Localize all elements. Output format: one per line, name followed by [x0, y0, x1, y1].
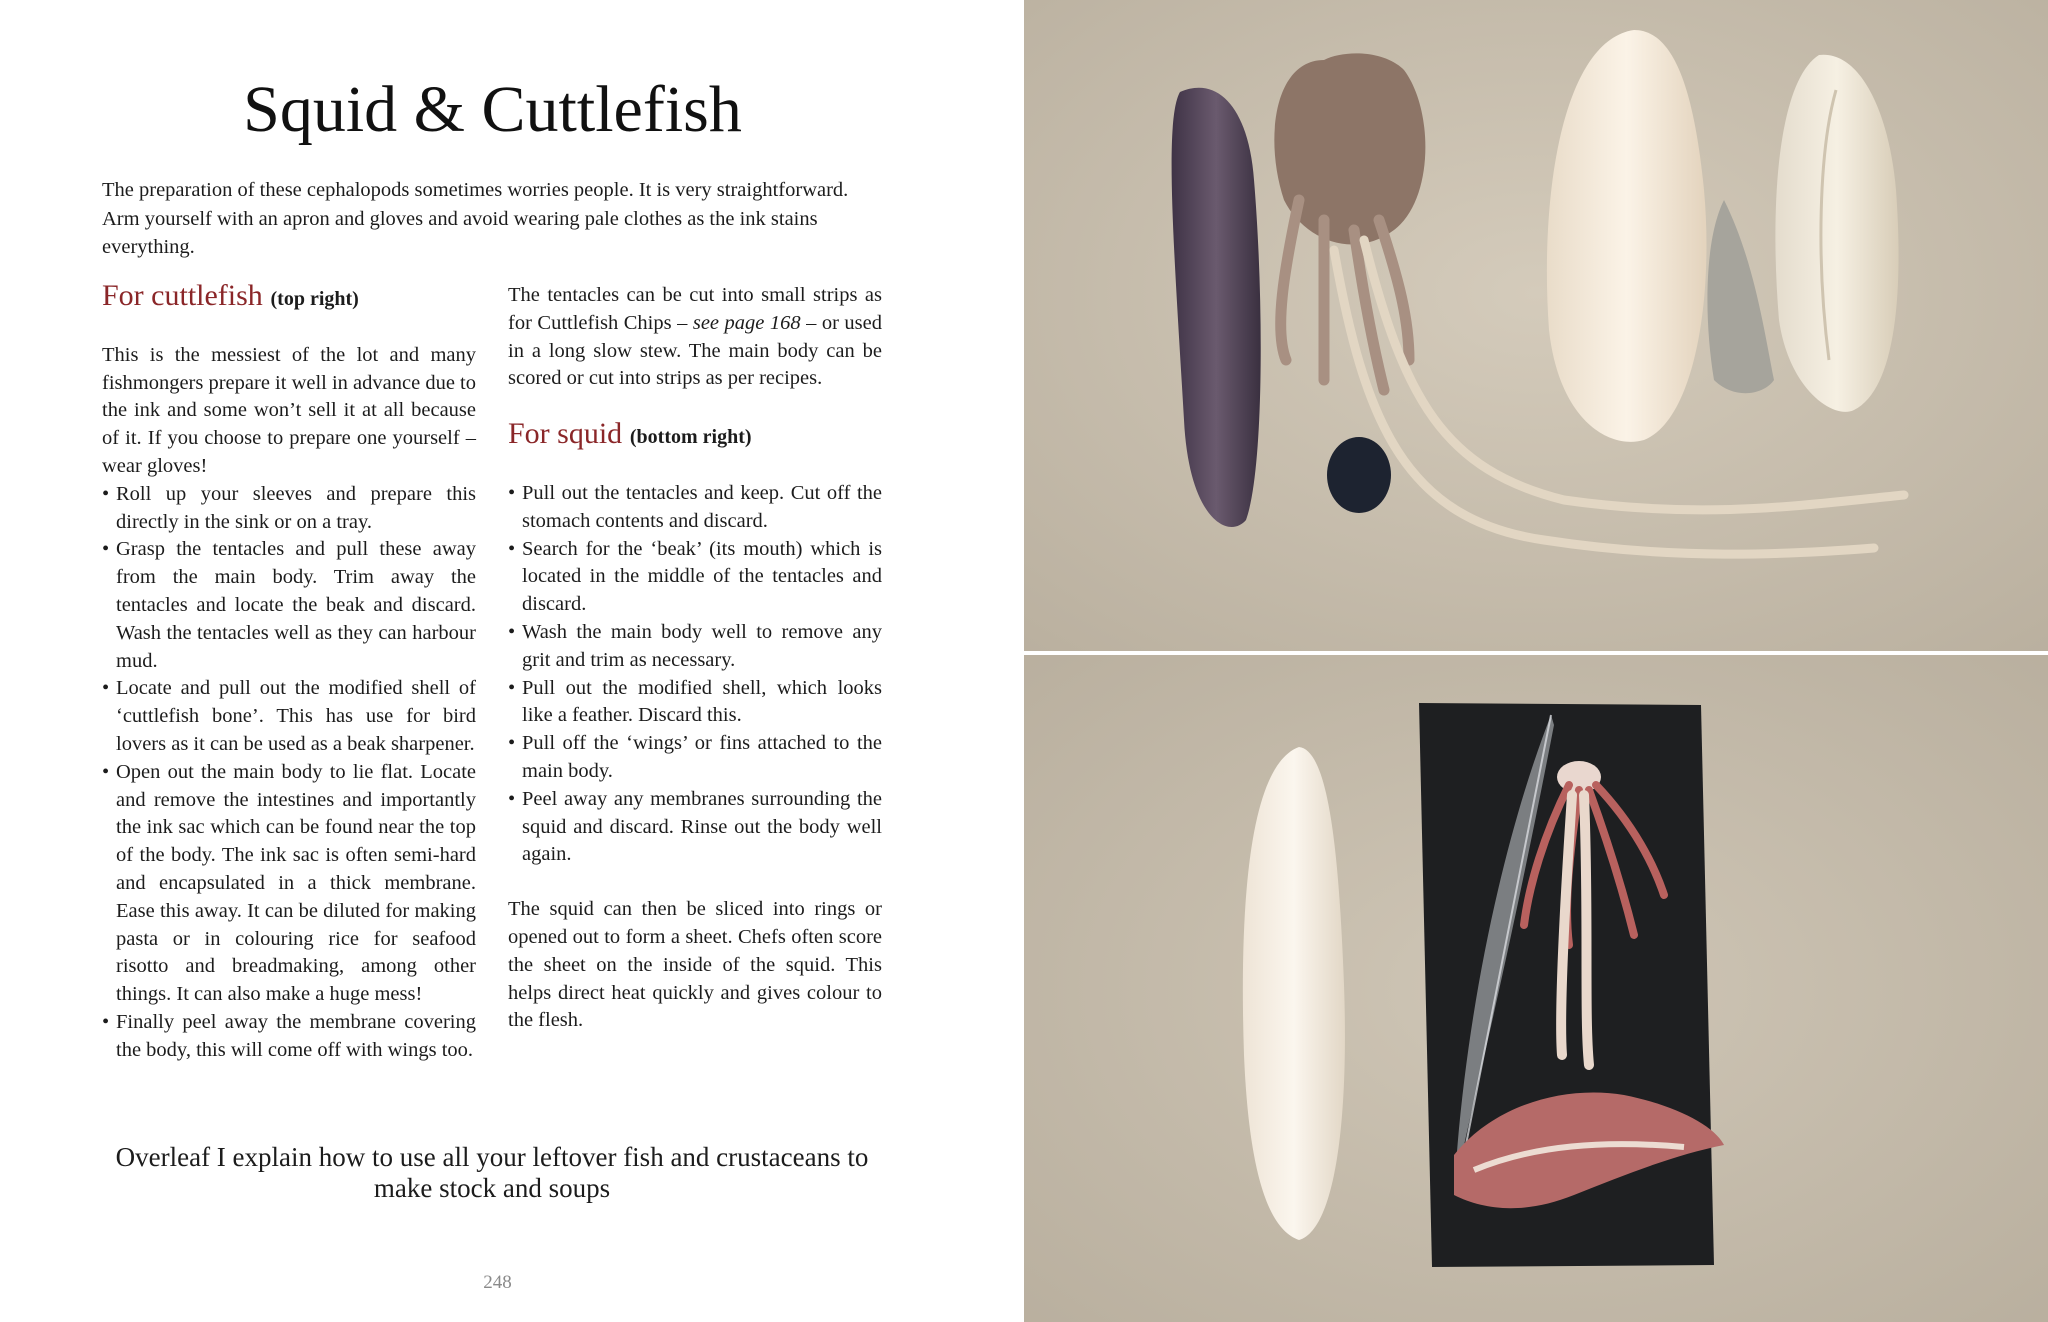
page-reference: see page 168	[692, 311, 801, 334]
beak	[1327, 437, 1391, 513]
squid-closing-paragraph: The squid can then be sliced into rings or opened out to form a sheet. Chefs often score the sheet on the inside of the squid. This helps direct heat quickly and gives colour to the flesh.	[508, 898, 882, 1032]
squid-step: • Wash the main body well to remove any grit and trim as necessary.	[508, 619, 882, 675]
left-column	[102, 279, 476, 1065]
cuttlefish-step: • Open out the main body to lie flat. Locate and remove the intestines and importantly the ink sac which can be found near the top of the body. The ink sac is often semi-hard and encapsulated in a thick membrane. Ease this away. It can be diluted for making pasta or in colouring rice for seafood risotto and breadmaking, among other things. It can also make a huge mess!	[102, 759, 476, 1009]
squid-step: • Search for the ‘beak’ (its mouth) which is located in the middle of the tentacles and discard.	[508, 536, 882, 619]
squid-step: • Peel away any membranes surrounding the squid and discard. Rinse out the body well again.	[508, 786, 882, 869]
page-number: 248	[483, 1272, 512, 1293]
tentacles-text: The tentacles can be cut into small strips as for Cuttlefish Chips –	[508, 284, 882, 334]
squid-heading-title: For squid	[508, 417, 623, 451]
squid-heading	[508, 417, 882, 452]
intro-paragraph: The preparation of these cephalopods sometimes worries people. It is very straightforward. Arm yourself with an apron and gloves and avoid wearing pale clothes as the ink stains everything.	[102, 179, 849, 258]
tentacles-text-end: – or used in a long slow stew. The main body can be scored or cut into strips as per recipes.	[508, 311, 882, 390]
cuttlefish-heading-note: (top right)	[270, 288, 359, 310]
cuttlefish-tentacles-paragraph	[508, 282, 882, 393]
cuttlefish-photo	[1024, 0, 2048, 651]
cuttlefish-photo-illustration	[1024, 0, 2048, 651]
squid-step: • Pull off the ‘wings’ or fins attached to the main body.	[508, 730, 882, 786]
page-title: Squid & Cuttlefish	[243, 73, 742, 146]
squid-heading-note: (bottom right)	[629, 426, 752, 449]
squid-body	[1243, 747, 1345, 1240]
cuttlefish-step: • Finally peel away the membrane covering the body, this will come off with wings too.	[102, 1009, 476, 1065]
cuttlefish-heading	[102, 279, 476, 314]
squid-steps	[508, 480, 882, 869]
squid-step: • Pull out the tentacles and keep. Cut off the stomach contents and discard.	[508, 480, 882, 536]
squid-step: • Pull out the modified shell, which looks like a feather. Discard this.	[508, 675, 882, 731]
cuttlefish-intro: This is the messiest of the lot and many fishmongers prepare it well in advance due to the ink and some won’t sell it at all because of it. If you choose to prepare one yourself – wear gloves!	[102, 343, 476, 477]
cuttlefish-step: • Grasp the tentacles and pull these away from the main body. Trim away the tentacles and locate the beak and discard. Wash the tentacles well as they can harbour mud.	[102, 536, 476, 675]
squid-photo-illustration	[1024, 655, 2048, 1322]
right-column	[508, 282, 882, 1035]
cuttlefish-heading-title: For cuttlefish	[102, 279, 263, 312]
squid-photo	[1024, 655, 2048, 1322]
cuttlefish-steps	[102, 481, 476, 1065]
overleaf-note: Overleaf I explain how to use all your leftover fish and crustaceans to make stock and soups	[115, 1142, 869, 1203]
cuttlefish-step: • Locate and pull out the modified shell of ‘cuttlefish bone’. This has use for bird lovers as it can be used as a beak sharpener.	[102, 675, 476, 758]
cuttlefish-step: • Roll up your sleeves and prepare this directly in the sink or on a tray.	[102, 481, 476, 537]
